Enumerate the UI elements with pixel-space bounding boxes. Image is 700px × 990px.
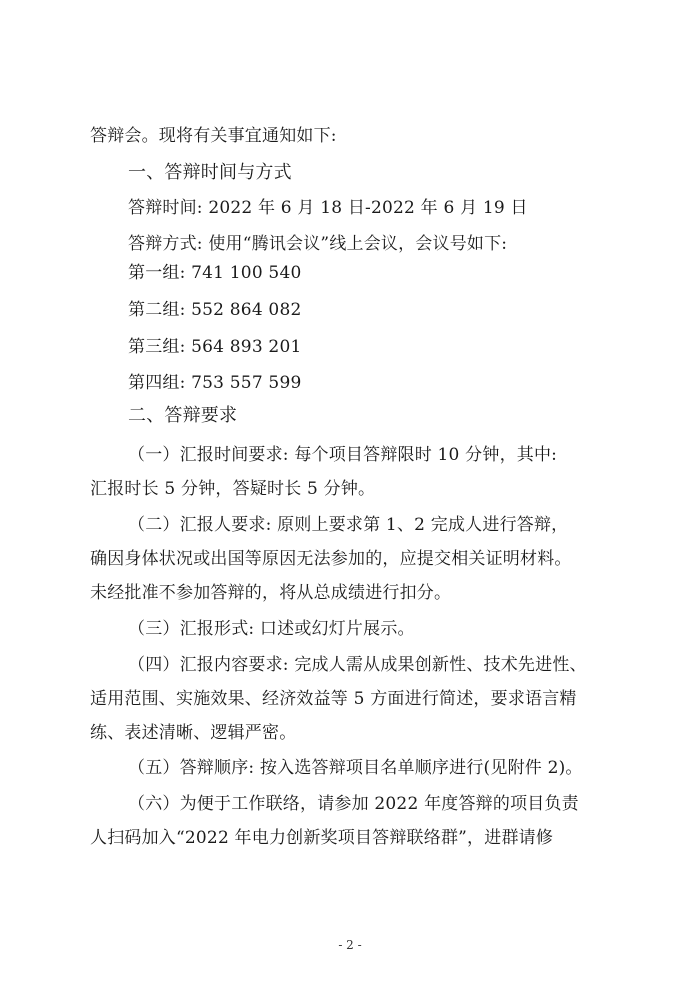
group-4-meeting-id: 第四组: 753 557 599 — [128, 373, 302, 393]
text-line-16: （四）汇报内容要求: 完成人需从成果创新性、技术先进性、 — [128, 655, 587, 675]
text-line-4: 答辩方式: 使用“腾讯会议”线上会议，会议号如下: — [128, 234, 508, 254]
text-line-3: 答辩时间: 2022 年 6 月 18 日-2022 年 6 月 19 日 — [128, 198, 528, 218]
text-line-15: （三）汇报形式: 口述或幻灯片展示。 — [128, 619, 415, 639]
text-line-21: 人扫码加入“2022 年电力创新奖项目答辩联络群”，进群请修 — [90, 828, 554, 848]
page-number: - 2 - — [338, 938, 362, 952]
text-line-12: （二）汇报人要求: 原则上要求第 1、2 完成人进行答辩， — [128, 515, 569, 535]
text-line-14: 未经批准不参加答辩的，将从总成绩进行扣分。 — [90, 583, 452, 603]
text-line-19: （五）答辩顺序: 按入选答辩项目名单顺序进行(见附件 2)。 — [128, 758, 583, 778]
text-line-18: 练、表述清晰、逻辑严密。 — [90, 723, 297, 743]
section-heading-2: 二、答辩要求 — [128, 405, 238, 426]
group-2-meeting-id: 第二组: 552 864 082 — [128, 300, 302, 320]
group-1-meeting-id: 第一组: 741 100 540 — [128, 263, 302, 283]
text-line-11: 汇报时长 5 分钟，答疑时长 5 分钟。 — [90, 479, 376, 499]
section-heading-1: 一、答辩时间与方式 — [128, 162, 292, 183]
text-line-10: （一）汇报时间要求: 每个项目答辩限时 10 分钟，其中: — [128, 445, 558, 465]
text-line-13: 确因身体状况或出国等原因无法参加的，应提交相关证明材料。 — [90, 549, 572, 569]
group-3-meeting-id: 第三组: 564 893 201 — [128, 337, 302, 357]
text-line-1: 答辩会。现将有关事宜通知如下: — [90, 126, 337, 146]
text-line-20: （六）为便于工作联络，请参加 2022 年度答辩的项目负责 — [128, 794, 579, 814]
text-line-17: 适用范围、实施效果、经济效益等 5 方面进行简述，要求语言精 — [90, 689, 577, 709]
